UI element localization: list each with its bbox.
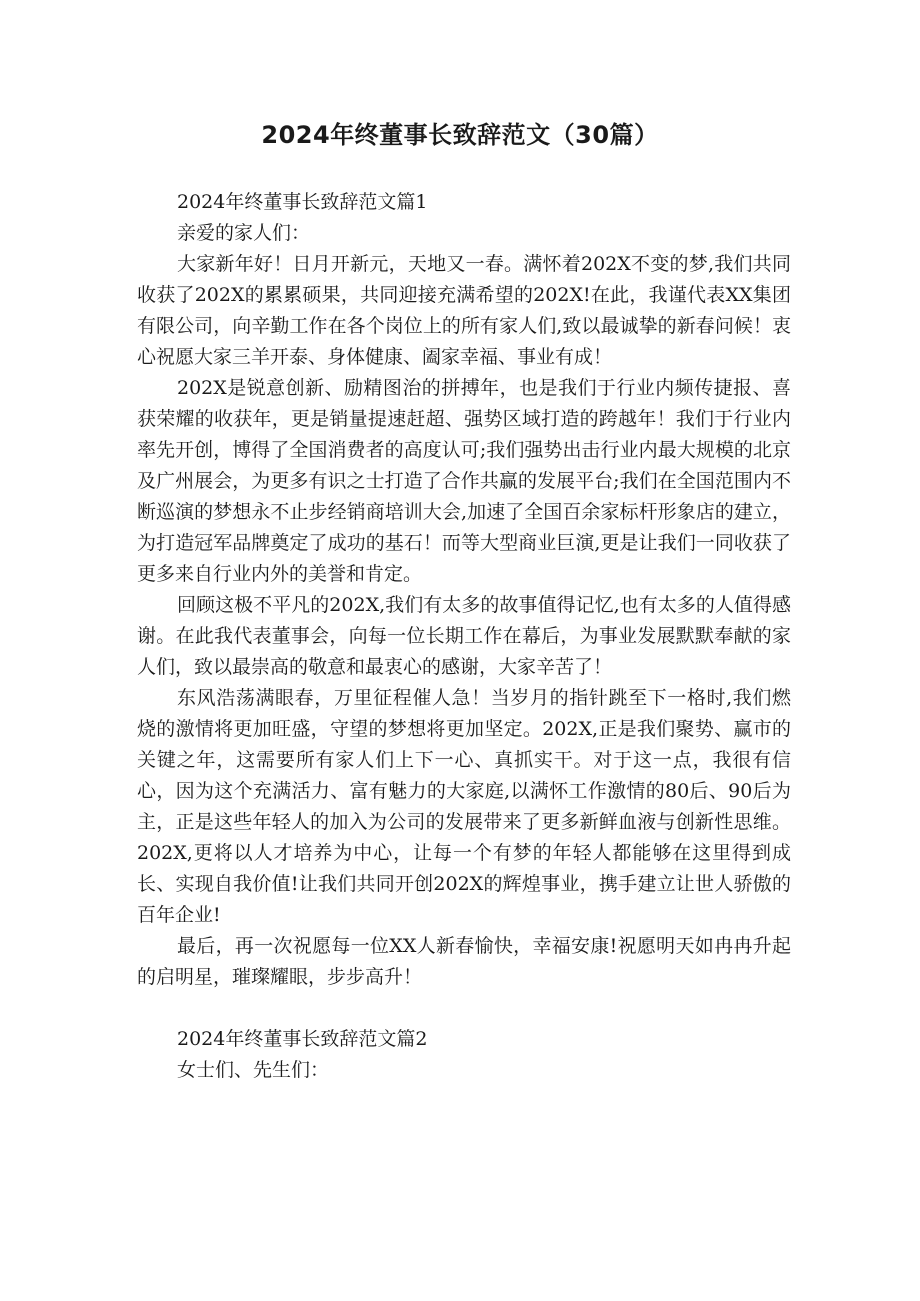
body-paragraph: 最后，再一次祝愿每一位XX人新春愉快，幸福安康!祝愿明天如冉冉升起的启明星，璀璨耀眼，步步高升！ [137,935,791,988]
section-heading: 2024年终董事长致辞范文篇1 [177,191,428,213]
document-title: 2024年终董事长致辞范文（30篇） [261,121,659,149]
body-paragraph: 东风浩荡满眼春，万里征程催人急！当岁月的指针跳至下一格时,我们燃烧的激情将更加旺盛，守望的梦想将更加坚定。202X,正是我们聚势、赢市的关键之年，这需要所有家人们上下一心、真抓实干。对于这一点，我很有信心，因为这个充满活力、富有魅力的大家庭,以满怀工作激情的80后、90后为主，正是这些年轻人的加入为公司的发展带来了更多新鲜血液与创新性思维。202X,更将以人才培养为中心，让每一个有梦的年轻人都能够在这里得到成长、实现自我价值!让我们共同开创202X的辉煌事业，携手建立让世人骄傲的百年企业! [137,687,791,926]
salutation: 亲爱的家人们： [177,222,311,244]
body-paragraph: 回顾这极不平凡的202X,我们有太多的故事值得记忆,也有太多的人值得感谢。在此我代表董事会，向每一位长期工作在幕后，为事业发展默默奉献的家人们，致以最崇高的敬意和最衷心的感谢，大家辛苦了！ [137,594,791,678]
section-heading: 2024年终董事长致辞范文篇2 [177,1028,428,1050]
document-body [137,187,791,1086]
salutation: 女士们、先生们： [177,1059,330,1081]
body-paragraph: 大家新年好！日月开新元，天地又一春。满怀着202X不变的梦,我们共同收获了202X的累累硕果，共同迎接充满希望的202X!在此，我谨代表XX集团有限公司，向辛勤工作在各个岗位上的所有家人们,致以最诚挚的新春问候！衷心祝愿大家三羊开泰、身体健康、阖家幸福、事业有成！ [137,253,791,368]
body-paragraph: 202X是锐意创新、励精图治的拼搏年，也是我们于行业内频传捷报、喜获荣耀的收获年，更是销量提速赶超、强势区域打造的跨越年！我们于行业内率先开创，博得了全国消费者的高度认可;我们强势出击行业内最大规模的北京及广州展会，为更多有识之士打造了合作共赢的发展平台;我们在全国范围内不断巡演的梦想永不止步经销商培训大会,加速了全国百余家标杆形象店的建立，为打造冠军品牌奠定了成功的基石！而等大型商业巨演,更是让我们一同收获了更多来自行业内外的美誉和肯定。 [137,377,791,585]
